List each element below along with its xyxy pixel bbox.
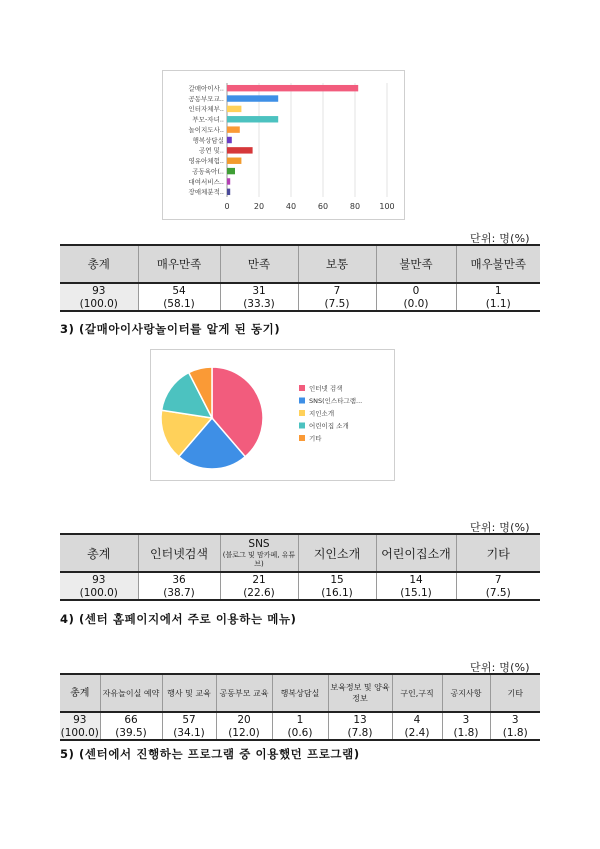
- category-label: 놀이지도사..: [188, 125, 224, 134]
- count-cell: 36: [138, 572, 220, 586]
- x-tick-label: 60: [317, 202, 329, 211]
- percent-cell: (1.8): [490, 726, 540, 740]
- bar: [227, 137, 232, 143]
- percent-cell: (15.1): [376, 586, 456, 600]
- count-cell: 4: [392, 712, 442, 726]
- count-cell: 66: [100, 712, 162, 726]
- category-label: 부모-자녀..: [192, 115, 224, 124]
- header-events-education: 행사 및 교육: [162, 674, 216, 712]
- category-label: 공동부모교..: [188, 94, 224, 103]
- category-label: 행복상담실: [192, 136, 224, 145]
- bar: [227, 95, 278, 101]
- table-row: [60, 297, 540, 311]
- header-counseling: 행복상담실: [272, 674, 328, 712]
- legend-label: SNS(인스타그램...: [309, 397, 363, 405]
- category-label: 인터자체부..: [188, 105, 224, 114]
- table-row: [60, 712, 540, 726]
- header-neutral: 보통: [298, 245, 376, 283]
- motivation-table: [60, 533, 540, 601]
- count-cell: 13: [328, 712, 392, 726]
- count-cell: 20: [216, 712, 272, 726]
- x-tick-label: 100: [379, 202, 395, 211]
- category-label: 장애체분적..: [188, 188, 224, 197]
- percent-cell: (34.1): [162, 726, 216, 740]
- header-total: 총계: [60, 534, 138, 572]
- table3-unit: 단위: 명(%): [470, 661, 530, 674]
- bar: [227, 147, 253, 153]
- percent-cell: (2.4): [392, 726, 442, 740]
- percent-cell: (38.7): [138, 586, 220, 600]
- category-label: 대여서비스..: [188, 177, 224, 186]
- percent-cell: (22.6): [220, 586, 298, 600]
- legend-swatch: [299, 423, 305, 429]
- percent-cell: (58.1): [138, 297, 220, 311]
- percent-cell: (100.0): [60, 727, 99, 739]
- section-heading-3: 3) (갈매아이사랑놀이터를 알게 된 동기): [60, 322, 281, 336]
- count-cell: 7: [298, 283, 376, 297]
- bar: [227, 178, 230, 184]
- header-sns-label: SNS: [248, 537, 270, 550]
- header-very-satisfied: 매우만족: [138, 245, 220, 283]
- program-bar-chart-svg: [163, 71, 406, 221]
- count-cell: 93: [60, 572, 138, 586]
- count-cell: 0: [376, 283, 456, 297]
- x-tick-label: 20: [253, 202, 265, 211]
- section-heading-5: 5) (센터에서 진행하는 프로그램 중 이용했던 프로그램): [60, 747, 360, 761]
- legend-label: 어린이집 소개: [309, 422, 349, 430]
- legend-swatch: [299, 398, 305, 404]
- header-childcare-info: 보육정보 및 양육정보: [328, 674, 392, 712]
- header-total: 총계: [60, 245, 138, 283]
- percent-cell: (33.3): [220, 297, 298, 311]
- percent-cell: (7.5): [298, 297, 376, 311]
- count-cell: 3: [442, 712, 490, 726]
- count-cell: 93: [60, 712, 100, 726]
- header-other: 기타: [456, 534, 540, 572]
- legend-swatch: [299, 385, 305, 391]
- count-cell: 7: [456, 572, 540, 586]
- legend-label: 지인소개: [309, 409, 335, 418]
- percent-cell: (1.8): [442, 726, 490, 740]
- count-cell: 1: [456, 283, 540, 297]
- header-dissatisfied: 불만족: [376, 245, 456, 283]
- percent-cell: (39.5): [100, 726, 162, 740]
- percent-cell: (7.8): [328, 726, 392, 740]
- program-bar-chart: [162, 70, 405, 220]
- bar: [227, 168, 235, 174]
- legend-swatch: [299, 435, 305, 441]
- count-cell: 3: [490, 712, 540, 726]
- table1-unit: 단위: 명(%): [470, 232, 530, 245]
- x-tick-label: 0: [224, 202, 230, 211]
- count-cell: 15: [298, 572, 376, 586]
- bar: [227, 85, 358, 91]
- header-daycare: 어린이집소개: [376, 534, 456, 572]
- count-cell: 93: [60, 283, 138, 297]
- bar: [227, 116, 278, 122]
- header-sns: [220, 534, 298, 572]
- header-acquaintance: 지인소개: [298, 534, 376, 572]
- percent-cell: (7.5): [456, 586, 540, 600]
- category-label: 영유아체험..: [188, 157, 224, 166]
- header-parent-education: 공동부모 교육: [216, 674, 272, 712]
- percent-cell: (12.0): [216, 726, 272, 740]
- homepage-menu-table: [60, 673, 540, 741]
- motivation-pie-chart: [150, 349, 395, 481]
- percent-cell: (100.0): [60, 297, 138, 311]
- table-row: [60, 586, 540, 600]
- percent-cell: (0.6): [272, 726, 328, 740]
- header-notices: 공지사항: [442, 674, 490, 712]
- percent-cell: (1.1): [456, 297, 540, 311]
- count-cell: 54: [138, 283, 220, 297]
- legend-label: 기타: [309, 434, 322, 443]
- header-other: 기타: [490, 674, 540, 712]
- table-row: [60, 726, 540, 740]
- x-tick-label: 80: [349, 202, 361, 211]
- header-internet-search: 인터넷검색: [138, 534, 220, 572]
- table-header-row: [60, 534, 540, 572]
- category-label: 공동육아(..: [192, 167, 224, 176]
- header-very-dissatisfied: 매우불만족: [456, 245, 540, 283]
- bar: [227, 106, 241, 112]
- bar: [227, 158, 241, 164]
- legend-swatch: [299, 410, 305, 416]
- count-cell: 21: [220, 572, 298, 586]
- header-playroom-reservation: 자유놀이실 예약: [100, 674, 162, 712]
- count-cell: 1: [272, 712, 328, 726]
- table2-unit: 단위: 명(%): [470, 521, 530, 534]
- percent-cell: (100.0): [60, 586, 138, 600]
- header-total: 총계: [60, 674, 100, 712]
- table-row: [60, 283, 540, 297]
- table-row: [60, 572, 540, 586]
- x-tick-label: 40: [285, 202, 297, 211]
- percent-cell: (0.0): [376, 297, 456, 311]
- header-satisfied: 만족: [220, 245, 298, 283]
- bar: [227, 189, 230, 195]
- header-sns-sublabel: (블로그 및 맘카페, 유튜브): [222, 550, 296, 568]
- count-cell: 31: [220, 283, 298, 297]
- legend-label: 인터넷 검색: [309, 384, 343, 393]
- count-cell: 14: [376, 572, 456, 586]
- category-label: 갈매아이사..: [188, 84, 224, 93]
- header-jobs: 구인,구직: [392, 674, 442, 712]
- percent-cell: (16.1): [298, 586, 376, 600]
- section-heading-4: 4) (센터 홈페이지에서 주로 이용하는 메뉴): [60, 612, 297, 626]
- table-header-row: [60, 674, 540, 712]
- satisfaction-table: [60, 244, 540, 312]
- count-cell: 57: [162, 712, 216, 726]
- bar: [227, 126, 240, 132]
- category-label: 공연 및..: [198, 146, 224, 155]
- motivation-pie-chart-svg: [151, 350, 396, 482]
- table-header-row: [60, 245, 540, 283]
